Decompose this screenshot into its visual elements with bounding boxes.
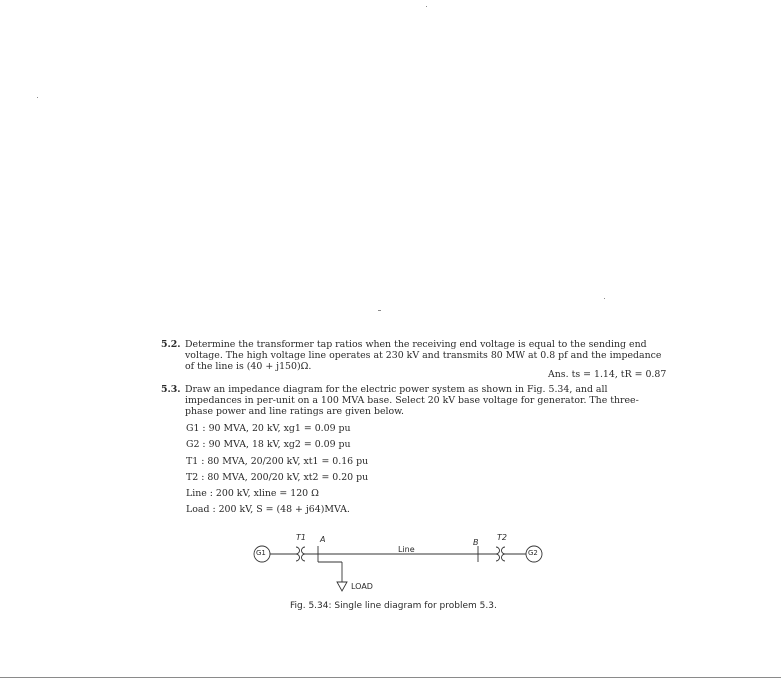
problem-number: 5.3.	[161, 384, 181, 395]
scan-edge-line	[0, 677, 781, 678]
t1-label: T1	[296, 533, 306, 542]
spec-load: Load : 200 kV, S = (48 + j64)MVA.	[186, 504, 350, 516]
figure-caption: Fig. 5.34: Single line diagram for problem 5.3.	[290, 601, 497, 611]
g1-label: G1	[256, 549, 266, 557]
transformer-t1-symbol	[296, 547, 305, 561]
problem-text: Determine the transformer tap ratios when the receiving end voltage is equal to the sending end voltage. The high voltage line operates at 230 kV and transmits 80 MW at 0.8 pf and the impedance of the line is (40 + j150)Ω.	[185, 339, 662, 373]
bus-a-label: A	[320, 535, 326, 544]
spec-g1: G1 : 90 MVA, 20 kV, xg1 = 0.09 pu	[186, 423, 351, 434]
load-arrow-icon	[337, 582, 347, 591]
t2-label: T2	[497, 533, 507, 542]
spec-g2: G2 : 90 MVA, 18 kV, xg2 = 0.09 pu	[186, 439, 351, 451]
problem-answer: Ans. ts = 1.14, tR = 0.87	[548, 369, 667, 380]
g2-label: G2	[528, 549, 538, 557]
line-label: Line	[398, 545, 415, 554]
spec-t2: T2 : 80 MVA, 200/20 kV, xt2 = 0.20 pu	[186, 471, 369, 483]
problem-text: Draw an impedance diagram for the electric power system as shown in Fig. 5.34, and all impedances in per-unit on a 100 MVA base. Select 20 kV base voltage for generator. The three-phase power and line ratings are given below.	[185, 384, 639, 418]
bus-b-label: B	[473, 538, 479, 547]
transformer-t2-symbol	[496, 547, 505, 561]
problem-number: 5.2.	[161, 339, 181, 350]
spec-line: Line : 200 kV, xline = 120 Ω	[186, 488, 319, 500]
load-label: LOAD	[351, 582, 373, 591]
spec-t1: T1 : 80 MVA, 20/200 kV, xt1 = 0.16 pu	[186, 455, 369, 467]
